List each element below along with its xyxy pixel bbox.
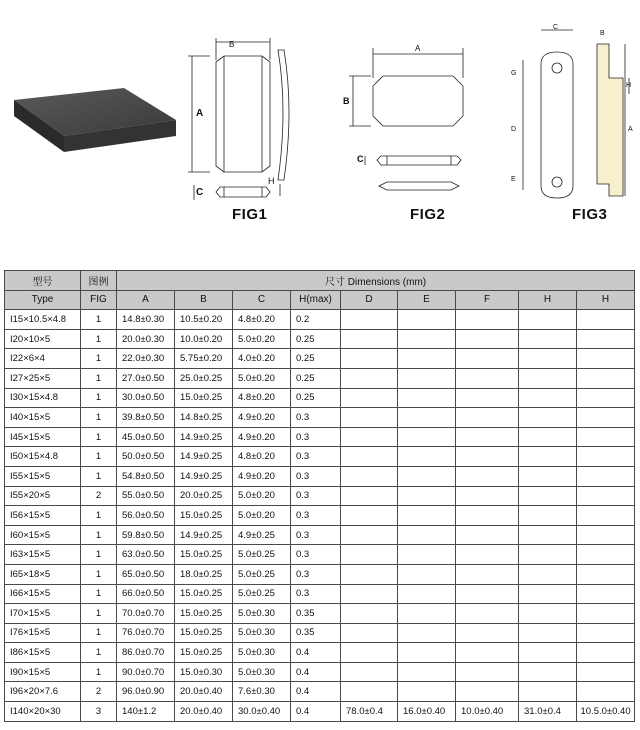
table-row (5, 525, 635, 545)
dimension-cell: 0.3 (291, 564, 341, 584)
dimension-cell: 76.0±0.70 (117, 623, 175, 643)
dimension-cell: 5.0±0.20 (233, 368, 291, 388)
type-cell: I15×10.5×4.8 (5, 310, 81, 330)
header-row-2 (5, 290, 635, 310)
dimension-cell (398, 427, 456, 447)
type-cell: I65×18×5 (5, 564, 81, 584)
type-cell: I96×20×7.6 (5, 682, 81, 702)
fig3-dim-e: E (511, 176, 516, 183)
fig-cell: 1 (81, 310, 117, 330)
fig1-dim-b: B (229, 40, 235, 49)
column-header: Type (5, 290, 81, 310)
dimension-cell: 14.9±0.25 (175, 525, 233, 545)
dimension-cell: 14.8±0.30 (117, 310, 175, 330)
type-cell: I140×20×30 (5, 702, 81, 722)
dimension-cell (519, 682, 577, 702)
dimension-cell (341, 329, 398, 349)
dimension-cell: 0.2 (291, 310, 341, 330)
dimension-cell: 25.0±0.25 (175, 368, 233, 388)
dimension-cell (577, 643, 635, 663)
table-row (5, 623, 635, 643)
dimension-cell (577, 506, 635, 526)
type-cell: I27×25×5 (5, 368, 81, 388)
dimension-cell (519, 466, 577, 486)
dimension-cell: 0.4 (291, 643, 341, 663)
dimension-cell: 0.3 (291, 466, 341, 486)
dimension-cell: 5.0±0.30 (233, 643, 291, 663)
dimension-cell (456, 643, 519, 663)
dimension-cell (398, 368, 456, 388)
dimension-cell (577, 604, 635, 624)
dimension-cell: 5.0±0.20 (233, 329, 291, 349)
dimension-cell (341, 466, 398, 486)
fig1-dim-h: H (268, 176, 275, 186)
dimension-cell (456, 368, 519, 388)
dimension-cell: 5.0±0.30 (233, 662, 291, 682)
dimension-cell (398, 584, 456, 604)
dimension-cell (398, 349, 456, 369)
dimension-cell (398, 466, 456, 486)
dimension-cell: 59.8±0.50 (117, 525, 175, 545)
dimension-cell: 65.0±0.50 (117, 564, 175, 584)
dimension-cell (341, 349, 398, 369)
dimension-cell (398, 564, 456, 584)
dimension-cell (398, 408, 456, 428)
dimension-cell (577, 329, 635, 349)
table-row (5, 368, 635, 388)
dimension-cell (341, 623, 398, 643)
dimension-cell (519, 349, 577, 369)
fig-cell: 1 (81, 388, 117, 408)
dimension-cell (398, 310, 456, 330)
type-cell: I20×10×5 (5, 329, 81, 349)
dimension-cell: 16.0±0.40 (398, 702, 456, 722)
fig3-dim-c: C (553, 24, 559, 31)
dimension-cell: 90.0±0.70 (117, 662, 175, 682)
fig-cell: 1 (81, 506, 117, 526)
column-header: F (456, 290, 519, 310)
dimension-cell (519, 623, 577, 643)
dimension-cell: 5.0±0.20 (233, 506, 291, 526)
dimension-cell (519, 427, 577, 447)
dimension-cell (456, 388, 519, 408)
dimension-cell: 0.3 (291, 525, 341, 545)
fig-cell: 1 (81, 427, 117, 447)
fig3-dim-b: B (600, 30, 605, 37)
column-header: C (233, 290, 291, 310)
dimension-cell: 0.4 (291, 662, 341, 682)
table-row (5, 486, 635, 506)
dimension-cell (341, 408, 398, 428)
type-cell: I60×15×5 (5, 525, 81, 545)
dimension-cell: 78.0±0.4 (341, 702, 398, 722)
dimension-cell (519, 604, 577, 624)
dimension-cell (577, 310, 635, 330)
product-photo (4, 80, 180, 170)
dimension-cell: 14.9±0.25 (175, 447, 233, 467)
dimension-cell: 55.0±0.50 (117, 486, 175, 506)
dimension-cell (519, 584, 577, 604)
column-header: H (577, 290, 635, 310)
dimension-cell: 4.9±0.20 (233, 408, 291, 428)
dimension-cell: 20.0±0.40 (175, 702, 233, 722)
dimension-cell (341, 525, 398, 545)
dimension-cell: 0.3 (291, 584, 341, 604)
fig-cell: 1 (81, 329, 117, 349)
dimension-cell (519, 643, 577, 663)
dimension-cell (456, 525, 519, 545)
dimension-cell (398, 506, 456, 526)
dimension-cell: 31.0±0.4 (519, 702, 577, 722)
fig-cell: 1 (81, 368, 117, 388)
dimension-cell (577, 623, 635, 643)
dimension-cell (398, 643, 456, 663)
dimension-cell (577, 466, 635, 486)
dimension-cell: 140±1.2 (117, 702, 175, 722)
dimension-cell: 15.0±0.25 (175, 643, 233, 663)
dimension-cell (398, 486, 456, 506)
fig3-dim-a: A (628, 126, 633, 133)
dimension-cell: 5.0±0.25 (233, 545, 291, 565)
dimension-cell: 15.0±0.25 (175, 623, 233, 643)
dimension-cell (398, 545, 456, 565)
type-cell: I76×15×5 (5, 623, 81, 643)
fig-cell: 1 (81, 604, 117, 624)
dimension-cell (577, 486, 635, 506)
table-row (5, 388, 635, 408)
dimension-cell: 56.0±0.50 (117, 506, 175, 526)
type-cell: I55×20×5 (5, 486, 81, 506)
table-row (5, 702, 635, 722)
fig-cell: 1 (81, 349, 117, 369)
dimension-cell: 0.4 (291, 682, 341, 702)
dimension-cell: 5.0±0.30 (233, 604, 291, 624)
dimension-cell: 30.0±0.40 (233, 702, 291, 722)
dimension-cell: 0.4 (291, 702, 341, 722)
dimension-cell: 22.0±0.30 (117, 349, 175, 369)
dimension-cell (577, 388, 635, 408)
dimension-cell: 4.9±0.25 (233, 525, 291, 545)
dimension-cell: 0.25 (291, 368, 341, 388)
dimension-cell (456, 662, 519, 682)
dimension-cell (577, 368, 635, 388)
dimension-cell (577, 525, 635, 545)
dimension-cell (341, 545, 398, 565)
table-row (5, 584, 635, 604)
dimension-cell: 14.9±0.25 (175, 466, 233, 486)
dimension-cell: 10.5±0.20 (175, 310, 233, 330)
dimension-cell (341, 682, 398, 702)
dimension-cell (519, 310, 577, 330)
fig-cell: 2 (81, 486, 117, 506)
dimension-cell: 5.0±0.30 (233, 623, 291, 643)
fig-cell: 1 (81, 447, 117, 467)
dimension-cell: 5.75±0.20 (175, 349, 233, 369)
fig2-drawing (335, 20, 485, 205)
dimension-cell (341, 310, 398, 330)
table-row (5, 408, 635, 428)
fig-cell: 1 (81, 662, 117, 682)
type-cell: I55×15×5 (5, 466, 81, 486)
fig3-dim-h: H (626, 82, 632, 89)
dimension-cell: 63.0±0.50 (117, 545, 175, 565)
dimension-cell: 0.3 (291, 447, 341, 467)
table-row (5, 662, 635, 682)
dimension-cell: 0.35 (291, 604, 341, 624)
dimension-cell: 39.8±0.50 (117, 408, 175, 428)
dimension-cell (341, 564, 398, 584)
dimension-cell (577, 584, 635, 604)
dimension-cell (341, 584, 398, 604)
table-row (5, 466, 635, 486)
dimension-cell (577, 427, 635, 447)
fig3-label: FIG3 (572, 206, 608, 223)
table-row (5, 643, 635, 663)
dimension-cell: 45.0±0.50 (117, 427, 175, 447)
table-row (5, 329, 635, 349)
type-cell: I50×15×4.8 (5, 447, 81, 467)
fig-cell: 1 (81, 466, 117, 486)
fig-cell: 1 (81, 525, 117, 545)
dimension-cell: 20.0±0.40 (175, 682, 233, 702)
dimension-cell (398, 388, 456, 408)
column-header: D (341, 290, 398, 310)
dimension-cell: 0.25 (291, 388, 341, 408)
type-cell: I56×15×5 (5, 506, 81, 526)
dimension-cell (577, 682, 635, 702)
dimension-cell (398, 525, 456, 545)
fig1-dim-a: A (196, 108, 204, 119)
header-row-1 (5, 271, 635, 291)
dimension-cell (519, 525, 577, 545)
dimension-cell (341, 506, 398, 526)
table-body (5, 310, 635, 721)
dimension-cell: 4.9±0.20 (233, 427, 291, 447)
dimension-cell: 20.0±0.25 (175, 486, 233, 506)
column-header: E (398, 290, 456, 310)
dimension-cell (456, 506, 519, 526)
fig3-dim-d: D (511, 126, 517, 133)
dimension-cell (341, 486, 398, 506)
table-row (5, 604, 635, 624)
dimension-cell: 27.0±0.50 (117, 368, 175, 388)
dimension-cell (398, 623, 456, 643)
fig-cell: 1 (81, 408, 117, 428)
dimension-cell: 0.3 (291, 506, 341, 526)
dimension-cell (456, 466, 519, 486)
dimension-cell: 96.0±0.90 (117, 682, 175, 702)
dimension-cell: 15.0±0.25 (175, 545, 233, 565)
fig-cell: 1 (81, 545, 117, 565)
dimension-cell (456, 329, 519, 349)
dimension-cell: 7.6±0.30 (233, 682, 291, 702)
dimension-cell: 15.0±0.25 (175, 584, 233, 604)
type-cell: I70×15×5 (5, 604, 81, 624)
dimension-cell (398, 329, 456, 349)
dimension-cell (398, 447, 456, 467)
dimension-cell (519, 368, 577, 388)
fig3-drawing (505, 20, 640, 205)
table-row (5, 349, 635, 369)
dimension-cell: 0.3 (291, 486, 341, 506)
dimension-cell: 86.0±0.70 (117, 643, 175, 663)
table-row (5, 310, 635, 330)
dimension-cell: 70.0±0.70 (117, 604, 175, 624)
dimension-cell: 10.0±0.20 (175, 329, 233, 349)
dimension-cell (519, 329, 577, 349)
dimension-cell (456, 584, 519, 604)
dimension-cell (456, 408, 519, 428)
dimension-cell (456, 623, 519, 643)
fig3-dim-g: G (511, 70, 517, 77)
dimension-cell (519, 506, 577, 526)
table-row (5, 545, 635, 565)
dimension-cell (456, 604, 519, 624)
dimension-cell (341, 447, 398, 467)
dimension-cell (577, 447, 635, 467)
dimension-cell: 15.0±0.25 (175, 388, 233, 408)
dimension-cell: 5.0±0.20 (233, 486, 291, 506)
dimension-cell: 14.8±0.25 (175, 408, 233, 428)
dimension-cell: 0.3 (291, 427, 341, 447)
dimension-cell: 0.25 (291, 329, 341, 349)
column-header: FIG (81, 290, 117, 310)
table-row (5, 682, 635, 702)
dimension-cell (519, 447, 577, 467)
dimension-cell (577, 545, 635, 565)
dimension-cell (341, 427, 398, 447)
dimension-cell: 14.9±0.25 (175, 427, 233, 447)
dimension-cell: 10.0±0.40 (456, 702, 519, 722)
dimension-cell: 5.0±0.25 (233, 584, 291, 604)
dimension-cell: 0.35 (291, 623, 341, 643)
dimension-cell (398, 662, 456, 682)
dimension-cell: 0.3 (291, 545, 341, 565)
column-header: A (117, 290, 175, 310)
dimension-cell (456, 427, 519, 447)
column-header: H(max) (291, 290, 341, 310)
dimension-cell: 4.8±0.20 (233, 447, 291, 467)
dimension-cell: 5.0±0.25 (233, 564, 291, 584)
dimension-cell (456, 349, 519, 369)
fig-cell: 2 (81, 682, 117, 702)
dimension-cell (456, 310, 519, 330)
dimension-cell (398, 682, 456, 702)
dimension-cell (519, 388, 577, 408)
dimension-cell (577, 564, 635, 584)
dimension-cell (398, 604, 456, 624)
table-row (5, 564, 635, 584)
dimension-cell (341, 368, 398, 388)
header-type-cn: 型号 (5, 271, 81, 291)
fig-cell: 3 (81, 702, 117, 722)
dimension-cell (519, 408, 577, 428)
type-cell: I40×15×5 (5, 408, 81, 428)
header-fig-cn: 图例 (81, 271, 117, 291)
dimension-cell: 0.25 (291, 349, 341, 369)
dimension-cell (519, 662, 577, 682)
type-cell: I86×15×5 (5, 643, 81, 663)
table-row (5, 506, 635, 526)
dimension-cell: 10.5.0±0.40 (577, 702, 635, 722)
dimension-cell: 0.3 (291, 408, 341, 428)
dimension-cell: 54.8±0.50 (117, 466, 175, 486)
type-cell: I45×15×5 (5, 427, 81, 447)
dimension-cell: 20.0±0.30 (117, 329, 175, 349)
fig1-label: FIG1 (232, 206, 268, 223)
dimension-cell (456, 447, 519, 467)
figure-area (0, 0, 640, 240)
table-row (5, 427, 635, 447)
type-cell: I22×6×4 (5, 349, 81, 369)
fig1-dim-c: C (196, 187, 204, 198)
dimension-cell: 15.0±0.25 (175, 506, 233, 526)
dimension-cell: 50.0±0.50 (117, 447, 175, 467)
dimension-cell (341, 643, 398, 663)
fig2-dim-a: A (415, 44, 421, 53)
dimension-cell (456, 564, 519, 584)
type-cell: I66×15×5 (5, 584, 81, 604)
dimension-cell: 15.0±0.25 (175, 604, 233, 624)
dimension-cell (341, 388, 398, 408)
dimension-cell: 66.0±0.50 (117, 584, 175, 604)
dimension-cell: 15.0±0.30 (175, 662, 233, 682)
column-header: H (519, 290, 577, 310)
dimension-cell (577, 662, 635, 682)
dimension-cell (519, 486, 577, 506)
dimension-cell: 30.0±0.50 (117, 388, 175, 408)
dimension-cell: 4.8±0.20 (233, 310, 291, 330)
dimension-cell (577, 408, 635, 428)
fig-cell: 1 (81, 584, 117, 604)
dimension-cell (456, 486, 519, 506)
type-cell: I63×15×5 (5, 545, 81, 565)
dimension-cell: 4.9±0.20 (233, 466, 291, 486)
type-cell: I90×15×5 (5, 662, 81, 682)
dimension-cell (519, 564, 577, 584)
fig-cell: 1 (81, 643, 117, 663)
dimension-cell (341, 662, 398, 682)
header-dimensions: 尺寸 Dimensions (mm) (117, 271, 635, 291)
dimension-cell (456, 545, 519, 565)
dimension-cell (341, 604, 398, 624)
fig2-dim-b: B (343, 96, 350, 106)
table-row (5, 447, 635, 467)
dimension-cell (577, 349, 635, 369)
dimension-cell: 18.0±0.25 (175, 564, 233, 584)
fig-cell: 1 (81, 623, 117, 643)
dimension-cell (519, 545, 577, 565)
fig2-dim-c: C (357, 154, 364, 164)
dimension-cell: 4.0±0.20 (233, 349, 291, 369)
spec-table (4, 270, 635, 722)
type-cell: I30×15×4.8 (5, 388, 81, 408)
fig2-label: FIG2 (410, 206, 446, 223)
dimension-cell (456, 682, 519, 702)
column-header: B (175, 290, 233, 310)
fig-cell: 1 (81, 564, 117, 584)
dimension-cell: 4.8±0.20 (233, 388, 291, 408)
